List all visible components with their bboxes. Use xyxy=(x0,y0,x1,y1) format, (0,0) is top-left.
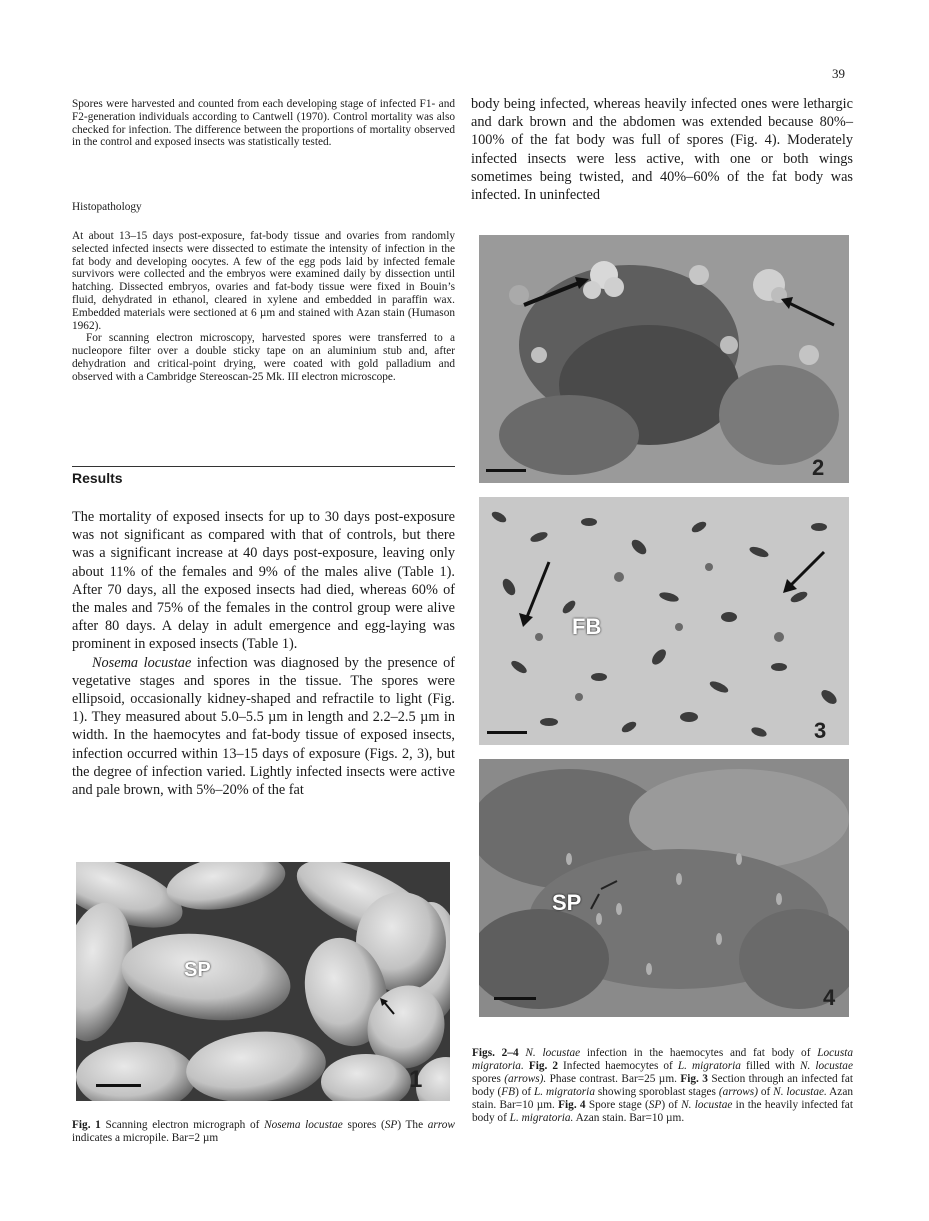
methods-paragraph: Spores were harvested and counted from each developing stage of infected F1- and F2-generation individuals according to Cantwell (1970). Control mortality was also checked for infection. The difference between the proportions of mortality observed in the control and exposed insects was statistically tested. xyxy=(72,98,455,149)
histopathology-section xyxy=(72,230,455,384)
results-heading: Results xyxy=(72,470,123,486)
page-number: 39 xyxy=(832,66,845,81)
figure-1-number: 1 xyxy=(409,1066,423,1093)
histopathology-paragraph-2: For scanning electron microscopy, harvested spores were transferred to a nucleopore filter over a double sticky tape on an aluminium stub and, after dehydration and critical-point drying, were coated with gold palladium and observed with a Cambridge Stereoscan-25 Mk. III electron microscope. xyxy=(72,332,455,383)
results-paragraph-2: Nosema locustae infection was diagnosed by the presence of vegetative stages and spores in the tissue. The spores were ellipsoid, occasionally kidney-shaped and refractile to light (Fig. 1). They measured about 5.0–5.5 µm in length and 2.2–2.5 µm in width. In the haemocytes and fat-body tissue of exposed insects, infection occurred within 13–15 days of exposure (Figs. 2, 3), but the degree of infection varied. Lightly infected insects were active and pale brown, with 5%–20% of the fat xyxy=(72,654,455,799)
figure-3-scale-bar xyxy=(487,731,527,734)
figure-1-sem-micrograph xyxy=(76,862,450,1101)
figure-3-image xyxy=(479,497,849,745)
histopathology-paragraph-1: At about 13–15 days post-exposure, fat-body tissue and ovaries from randomly selected infected insects were dissected to estimate the intensity of infection in the fat body and developing oocytes. A few of the egg pods laid by infected female survivors were collected and the embryos were examined daily by dissection until hatching. Dissected embryos, ovaries and fat-body tissue were fixed in Bouin’s fluid, dehydrated in ethanol, cleared in xylene and embedded in paraffin wax. Embedded materials were sectioned at 6 µm and stained with Azan stain (Humason 1962). xyxy=(72,230,455,332)
figure-1-image xyxy=(76,862,450,1101)
figure-1-spore-label: SP xyxy=(184,959,211,981)
figure-1-scale-bar xyxy=(96,1084,141,1087)
results-continued-paragraph: body being infected, whereas heavily infected ones were lethargic and dark brown and the abdomen was extended because 80%–100% of the fat body was full of spores (Fig. 4). Moderately infected insects were less active, with one or both wings sometimes being twisted, and 40%–60% of the fat body was infected. In uninfected xyxy=(471,96,853,204)
figure-2-haemocytes xyxy=(479,235,849,483)
figure-1-caption: Fig. 1 Scanning electron micrograph of Nosema locustae spores (SP) The arrow indicates a micropile. Bar=2 µm xyxy=(72,1119,455,1144)
figure-4-heavily-infected-fat-body xyxy=(479,759,849,1017)
figure-3-fat-body-section xyxy=(479,497,849,745)
figure-4-image xyxy=(479,759,849,1017)
results-section xyxy=(72,508,455,799)
figure-2-number: 2 xyxy=(812,455,825,480)
results-paragraph-1: The mortality of exposed insects for up to 30 days post-exposure was not significant as compared with that of controls, but there was a significant increase at 40 days post-exposure, leaving only about 11% of the females and 9% of the males alive (Table 1). After 70 days, all the exposed insects had died, whereas 60% of the males and 75% of the females in the control group were alive after 80 days. A delay in adult emergence and egg-laying was prominent in exposed insects (Table 1). xyxy=(72,509,455,653)
figures-2-4-caption: Figs. 2–4 N. locustae infection in the haemocytes and fat body of Locusta migratoria. Fig. 2 Infected haemocytes of L. migratoria filled with N. locustae spores (arrows). Phase contrast. Bar=25 µm. Fig. 3 Section through an infected fat body (FB) of L. migratoria showing sporoblast stages (arrows) of N. locustae. Azan stain. Bar=10 µm. Fig. 4 Spore stage (SP) of N. locustae in the heavily infected fat body of L. migratoria. Azan stain. Bar=10 µm. xyxy=(472,1047,853,1124)
figure-3-fat-body-label: FB xyxy=(572,614,602,639)
figure-3-number: 3 xyxy=(814,718,827,743)
figure-2-image xyxy=(479,235,849,483)
histopathology-heading: Histopathology xyxy=(72,201,142,213)
figure-4-scale-bar xyxy=(494,997,536,1000)
figure-2-scale-bar xyxy=(486,469,526,472)
figure-4-spore-label: SP xyxy=(552,890,582,915)
figure-4-number: 4 xyxy=(823,985,836,1010)
section-divider xyxy=(72,466,455,467)
